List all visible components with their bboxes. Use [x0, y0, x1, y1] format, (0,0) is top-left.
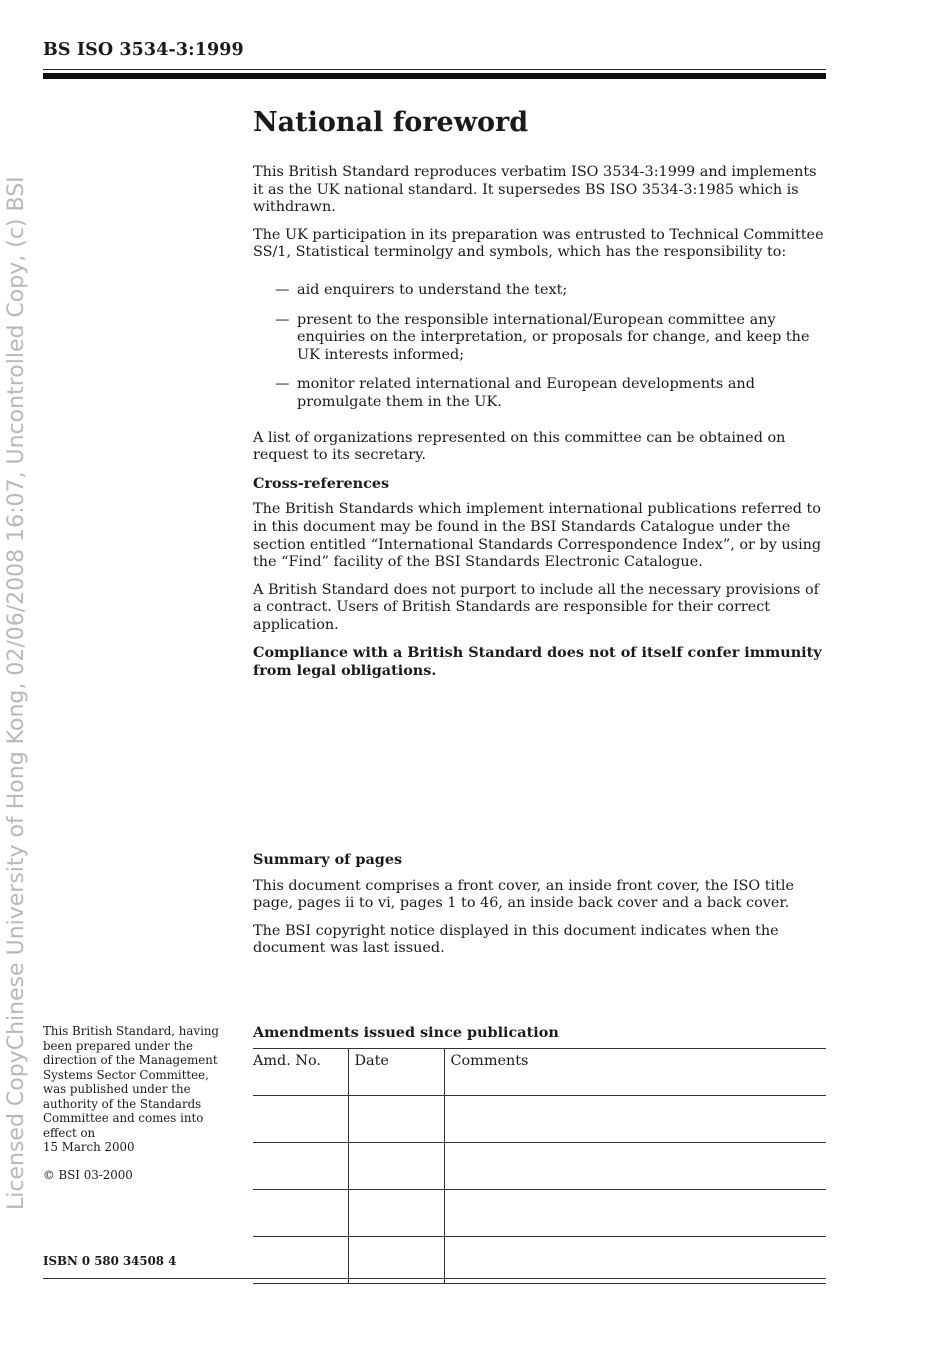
- column-header-comments: Comments: [444, 1049, 826, 1096]
- table-cell: [348, 1237, 444, 1284]
- table-cell: [444, 1190, 826, 1237]
- list-item: [253, 282, 827, 300]
- cross-references-heading: Cross-references: [253, 474, 390, 492]
- table-header-row: [253, 1049, 826, 1096]
- list-item-text: monitor related international and European developments and promulgate them in the UK.: [297, 376, 755, 410]
- summary-heading: Summary of pages: [253, 851, 403, 868]
- dash-marker: —: [275, 311, 290, 328]
- foreword-paragraph-2: The UK participation in its preparation was entrusted to Technical Committee SS/1, Statistical terminolgy and symbols, which has the responsibility to:: [253, 226, 824, 261]
- license-watermark: Licensed CopyChinese University of Hong Kong, 02/06/2008 16:07, Uncontrolled Copy, (c) BSI: [4, 176, 29, 1210]
- table-row: [253, 1190, 826, 1237]
- summary-paragraph-2: The BSI copyright notice displayed in this document indicates when the document was last issued.: [253, 922, 779, 957]
- table-cell: [444, 1096, 826, 1143]
- responsibility-list: [253, 282, 827, 412]
- table-cell: [348, 1143, 444, 1190]
- amendments-title: Amendments issued since publication: [253, 1024, 559, 1041]
- list-item-text: aid enquirers to understand the text;: [297, 281, 568, 298]
- provisions-paragraph: A British Standard does not purport to include all the necessary provisions of a contract. Users of British Standards are responsible for their correct application.: [253, 581, 819, 633]
- footer-rule: [43, 1278, 826, 1279]
- table-cell: [444, 1237, 826, 1284]
- table-cell: [348, 1190, 444, 1237]
- table-cell: [444, 1143, 826, 1190]
- cross-references-paragraph: The British Standards which implement international publications referred to in this document may be found in the BSI Standards Catalogue under the section entitled “International Standards Correspondence Index”, or by using the “Find” facility of the BSI Standards Electronic Catalogue.: [253, 501, 822, 571]
- table-row: [253, 1237, 826, 1284]
- table-cell: [253, 1190, 348, 1237]
- publication-note: [43, 1024, 233, 1155]
- amendments-table: [253, 1048, 826, 1284]
- list-item: [253, 312, 827, 365]
- table-row: [253, 1143, 826, 1190]
- summary-of-pages-section: [253, 851, 827, 968]
- table-cell: [253, 1237, 348, 1284]
- column-header-date: Date: [348, 1049, 444, 1096]
- table-cell: [253, 1143, 348, 1190]
- dash-marker: —: [275, 376, 290, 393]
- document-id: BS ISO 3534-3:1999: [43, 40, 244, 60]
- compliance-statement: Compliance with a British Standard does not of itself confer immunity from legal obligations.: [253, 644, 822, 680]
- page-title: National foreword: [253, 107, 529, 138]
- summary-paragraph-1: This document comprises a front cover, an inside front cover, the ISO title page, pages ii to vi, pages 1 to 46, an inside back cover and a back cover.: [253, 877, 795, 912]
- header-rule-thin: [43, 69, 826, 70]
- copyright-notice: © BSI 03-2000: [43, 1168, 133, 1182]
- foreword-paragraph-3: A list of organizations represented on this committee can be obtained on request to its secretary.: [253, 429, 786, 464]
- table-cell: [348, 1096, 444, 1143]
- effective-date: 15 March 2000: [43, 1140, 135, 1154]
- column-header-amd-no: Amd. No.: [253, 1049, 348, 1096]
- publication-note-text: This British Standard, having been prepared under the direction of the Management Systems Sector Committee, was published under the authority of the Standards Committee and comes into effect on: [43, 1024, 219, 1140]
- table-row: [253, 1096, 826, 1143]
- list-item-text: present to the responsible international/European committee any enquiries on the interpretation, or proposals for change, and keep the UK interests informed;: [297, 311, 810, 363]
- header-rule-thick: [43, 73, 826, 79]
- list-item: [253, 376, 827, 411]
- isbn: ISBN 0 580 34508 4: [43, 1254, 177, 1268]
- table-cell: [253, 1096, 348, 1143]
- national-foreword-section: [253, 106, 827, 690]
- dash-marker: —: [275, 281, 290, 298]
- foreword-paragraph-1: This British Standard reproduces verbatim ISO 3534-3:1999 and implements it as the UK national standard. It supersedes BS ISO 3534-3:1985 which is withdrawn.: [253, 164, 817, 216]
